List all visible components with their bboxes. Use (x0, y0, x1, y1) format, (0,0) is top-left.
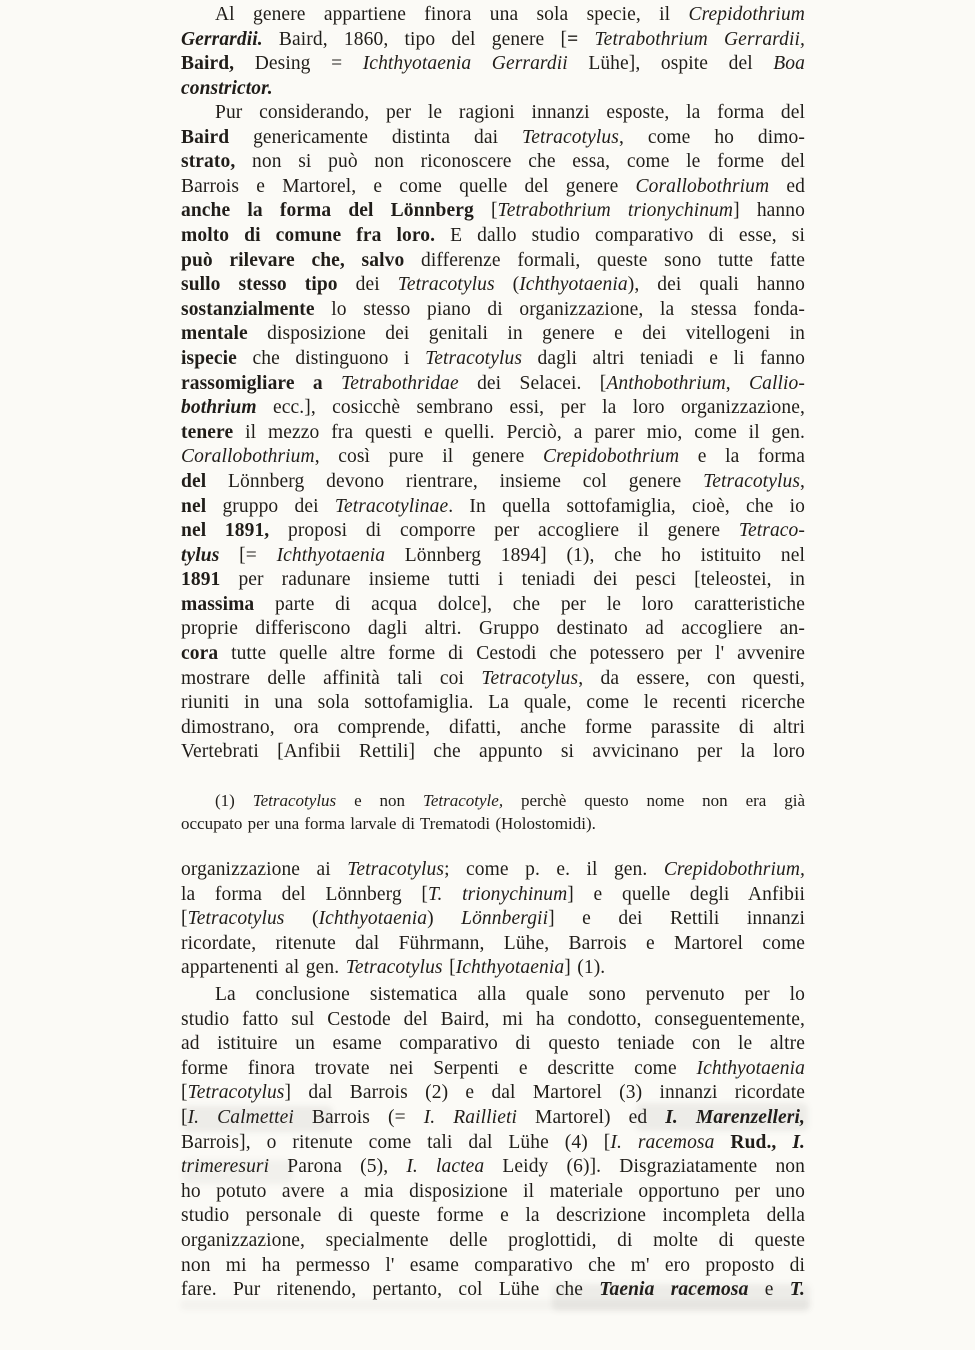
text-segment: strato, (181, 151, 236, 173)
text-segment: la forma del Lönnberg [ (181, 883, 428, 905)
text-line (181, 445, 805, 470)
text-segment: dagli altri teniadi e li fanno (522, 347, 805, 369)
scan-smudge (180, 1300, 810, 1310)
text-line (181, 812, 805, 835)
text-line (181, 1229, 805, 1254)
paragraph-4 (181, 983, 805, 1303)
text-segment: dei (337, 274, 398, 296)
text-segment: [ (181, 908, 188, 930)
text-segment: ] e quelle degli Anfibii (567, 883, 805, 905)
text-segment: T. (789, 1279, 805, 1301)
text-segment: fare. Pur ritenendo, pertanto, col Lühe che (181, 1279, 600, 1301)
text-segment: . In quella sottofamiglia, cioè, che io (448, 495, 805, 517)
text-segment: anche la forma del Lönnberg (181, 200, 491, 222)
text-segment: Lönnberg devono rientrare, insieme col genere (206, 470, 704, 492)
text-segment: Martorel) ed (517, 1106, 666, 1128)
text-segment: Crepidobothrium, (663, 859, 805, 880)
text-segment: mostrare delle affinità tali coi (181, 667, 482, 689)
scan-smudge (636, 1103, 808, 1131)
text-segment: parte di acqua dolce], che per le loro caratteristiche (254, 593, 805, 615)
text-segment: Gerrardii. (181, 28, 263, 50)
text-segment: I. Calmettei (187, 1106, 294, 1128)
text-line (181, 396, 805, 421)
text-segment: mentale (181, 323, 248, 345)
text-segment: Parona (5), (269, 1156, 407, 1178)
text-segment: Barrois], o ritenute come tali dal Lühe (4) [ (181, 1131, 611, 1153)
text-segment: Callio- (749, 372, 805, 394)
text-segment: Tetracotylus (252, 791, 337, 810)
text-segment: Lönnbergii (461, 908, 549, 930)
text-segment: , (725, 372, 750, 394)
text-segment: [= (219, 544, 277, 566)
text-segment: , (800, 470, 805, 492)
text-segment: nel 1891, (181, 520, 270, 542)
text-segment: 1891 (181, 569, 221, 591)
text-segment: per radunare insieme tutti i teniadi dei pesci [teleostei, in (220, 569, 805, 591)
text-segment: studio personale di queste forme e la descrizione incompleta della (181, 1205, 805, 1227)
text-segment: Tetracotylus (481, 667, 579, 689)
text-line (181, 199, 805, 224)
text-segment: Ichthyotaenia (519, 274, 628, 296)
text-segment: può rilevare che, salvo (181, 249, 405, 271)
text-segment: ed (769, 175, 805, 197)
text-segment: ho potuto avere a mia disposizione il materiale opportuno per uno (181, 1180, 805, 1202)
text-segment: Ichthyotaenia (276, 544, 386, 566)
text-segment: Taenia racemosa (599, 1279, 749, 1301)
text-line (181, 77, 805, 102)
text-line (181, 1131, 805, 1156)
text-segment: [ (181, 1106, 188, 1128)
text-segment: organizzazione, specialmente delle proglottidi, di molte di queste (181, 1229, 805, 1251)
text-segment: dei Selacei. [ (458, 372, 607, 394)
text-segment: I. (792, 1131, 805, 1153)
text-segment: [ (181, 1082, 188, 1104)
text-segment: Boa (773, 53, 805, 75)
text-segment: La conclusione sistematica alla quale sono pervenuto per lo (215, 984, 805, 1005)
text-line (181, 126, 805, 151)
text-segment: bothrium (181, 397, 257, 419)
text-line (181, 544, 805, 569)
text-segment: Tetracotyle, (422, 791, 504, 810)
text-segment: [ (442, 957, 456, 979)
text-segment: Tetracotylus (522, 126, 619, 148)
text-segment: disposizione dei genitali in genere e dei vitellogeni in (247, 323, 805, 345)
text-line (181, 3, 805, 28)
text-line (181, 1057, 805, 1082)
text-line (181, 1008, 805, 1033)
text-segment: Barrois e Martorel, e come quelle del genere (181, 175, 636, 197)
text-line (181, 789, 805, 812)
text-segment: e (748, 1279, 790, 1301)
text-segment: Ichthyotaenia (696, 1057, 805, 1079)
text-segment: Crepidobothrium (542, 446, 680, 468)
text-segment: , così pure il genere (314, 446, 543, 468)
text-line (181, 150, 805, 175)
text-segment: Vertebrati [Anfibii Rettili] che appunto si avvicinano per la loro (181, 741, 805, 763)
text-segment: Ichthyotaenia (455, 957, 565, 979)
text-segment: , da essere, con questi, (578, 667, 805, 689)
text-segment: non mi ha permesso l' esame comparativo che m' ero proposto di (181, 1254, 805, 1276)
text-segment: Ichthyotaenia (318, 908, 428, 930)
text-segment: tylus (181, 544, 220, 566)
text-segment: ad istituire un esame comparativo di questo teniade con le altre (181, 1033, 805, 1055)
text-segment: ] e dei Rettili innanzi (548, 908, 805, 930)
text-segment: che distinguono i (236, 347, 426, 369)
text-line (181, 322, 805, 347)
text-line (181, 175, 805, 200)
text-line (181, 617, 805, 642)
text-line (181, 1254, 805, 1279)
text-segment: [ (490, 200, 498, 222)
text-segment: cora (181, 643, 219, 665)
text-segment: Corallobothrium (181, 446, 315, 468)
text-segment: Barrois (= (293, 1106, 424, 1128)
text-line (181, 883, 805, 908)
text-segment: Anthobothrium (606, 372, 726, 394)
text-segment: ] dal Barrois (2) e dal Martorel (3) innanzi ricordate (284, 1082, 805, 1104)
text-line (181, 372, 805, 397)
scan-smudge (183, 1106, 333, 1132)
text-segment: forme finora trovate nei Serpenti e descritte come (181, 1057, 697, 1079)
text-segment: Tetrabothridae (341, 372, 459, 394)
text-segment: ; come p. e. il gen. (444, 859, 664, 880)
text-segment: sostanzialmente (181, 298, 315, 320)
text-line (181, 28, 805, 53)
text-segment: I. Raillieti (423, 1106, 517, 1128)
text-segment: il mezzo fra questi e quelli. Perciò, a parer mio, come il gen. (233, 421, 805, 443)
text-segment: tenere (181, 421, 234, 443)
text-segment: = (567, 28, 595, 50)
text-segment: ), dei quali hanno (627, 274, 806, 296)
text-segment: trimeresuri (181, 1156, 270, 1178)
text-segment: studio fatto sul Cestode del Baird, mi ha condotto, conseguentemente, (181, 1008, 805, 1030)
text-segment: Pur considerando, per le ragioni innanzi esposte, la forma del (215, 102, 805, 123)
text-line (181, 907, 805, 932)
text-segment: Baird, (181, 53, 235, 75)
text-line (181, 101, 805, 126)
text-segment: Desing = (234, 53, 363, 75)
text-segment: Lühe], ospite del (567, 53, 774, 75)
text-segment: Tetrabothrium Gerrardii, (594, 28, 805, 50)
text-line (181, 495, 805, 520)
text-segment: Al genere appartiene finora una sola specie, il (215, 4, 689, 25)
text-line (181, 568, 805, 593)
text-line (181, 667, 805, 692)
text-line (181, 470, 805, 495)
text-segment: ( (494, 274, 520, 296)
text-segment: rassomigliare a (181, 372, 342, 394)
text-segment: appartenenti al gen. (181, 957, 346, 979)
text-segment: I. Marenzelleri, (665, 1106, 805, 1128)
text-segment: tutte quelle altre forme di Cestodi che potessero per l' avvenire (218, 643, 805, 665)
text-segment: dimostrano, ora comprende, difatti, anche forme parassite di altri (181, 716, 805, 738)
text-segment: molto di comune fra loro. (181, 224, 436, 246)
text-line (181, 273, 805, 298)
text-line (181, 593, 805, 618)
text-segment: del (181, 470, 207, 492)
text-segment: Ichthyotaenia Gerrardii (362, 53, 568, 75)
text-segment: organizzazione ai (181, 859, 348, 880)
text-line (181, 249, 805, 274)
text-segment: constrictor. (181, 77, 273, 99)
text-segment: Tetracotylus (703, 470, 801, 492)
text-segment: differenze formali, queste sono tutte fatte (404, 249, 805, 271)
text-segment: perchè questo nome non era già (503, 791, 805, 810)
text-segment: Tetracotylinae (334, 495, 449, 517)
text-segment: E dallo studio comparativo di esse, si (435, 224, 806, 246)
text-segment: Lönnberg 1894] (1), che ho istituito nel (385, 544, 805, 566)
text-line (181, 642, 805, 667)
text-line (181, 740, 805, 765)
text-segment: e la forma (679, 446, 805, 468)
text-segment: ) (427, 908, 462, 930)
text-segment: Tetracotylus (187, 908, 285, 930)
text-segment: Tetracotylus (425, 347, 523, 369)
text-segment: Rud., (714, 1131, 793, 1153)
text-segment: ] hanno (733, 200, 805, 222)
text-segment: I. racemosa (610, 1131, 715, 1153)
text-segment: Baird, 1860, tipo del genere [ (262, 28, 568, 50)
text-segment: proposi di comporre per accogliere il genere (269, 520, 739, 542)
text-segment: Tetracotylus (345, 957, 443, 979)
text-segment: Tetrabothrium trionychinum (497, 200, 734, 222)
text-line (181, 519, 805, 544)
text-segment: proprie differiscono dagli altri. Gruppo destinato ad accogliere an- (181, 618, 805, 640)
text-segment: ecc.], cosicchè sembrano essi, per la loro organizzazione, (256, 397, 805, 419)
text-segment: riuniti in una sola sottofamiglia. La quale, come le recenti ricerche (181, 692, 805, 714)
text-line (181, 421, 805, 446)
paragraph-1 (181, 3, 805, 101)
text-segment: gruppo dei (206, 495, 335, 517)
paragraph-2 (181, 101, 805, 765)
text-segment: ispecie (181, 347, 237, 369)
text-segment: Tetracotylus (347, 859, 445, 880)
text-line (181, 298, 805, 323)
text-segment: Tetracotylus (397, 274, 495, 296)
text-segment: , come ho dimo- (618, 126, 805, 148)
text-segment: T. trionychinum (427, 883, 568, 905)
text-segment: Leidy (6)]. Disgraziatamente non (484, 1156, 806, 1178)
text-line (181, 1204, 805, 1229)
text-segment: ricordate, ritenute dal Führmann, Lühe, Barrois e Martorel come (181, 932, 805, 954)
footnote-1 (181, 789, 805, 835)
text-column (181, 0, 805, 1350)
text-segment: massima (181, 593, 255, 615)
text-segment: Corallobothrium (635, 175, 770, 197)
text-segment: e non (336, 791, 423, 810)
text-segment: occupato per una forma larvale di Trematodi (Holostomidi). (181, 814, 596, 833)
text-segment: Baird (181, 126, 230, 148)
text-segment: Crepidothrium (688, 4, 805, 25)
text-segment: lo stesso piano di organizzazione, la stessa fonda- (314, 298, 805, 320)
text-segment: ] (1). (564, 957, 606, 979)
text-line (181, 956, 805, 981)
text-line (181, 716, 805, 741)
paragraph-3 (181, 858, 805, 981)
text-line (181, 691, 805, 716)
text-segment: ( (284, 908, 319, 930)
text-line (181, 932, 805, 957)
text-line (181, 983, 805, 1008)
text-line (181, 52, 805, 77)
text-segment: sullo stesso tipo (181, 274, 338, 296)
text-line (181, 347, 805, 372)
text-segment: non si può non riconoscere che essa, come le forme del (235, 151, 805, 173)
text-line (181, 858, 805, 883)
text-segment: Tetracotylus (187, 1082, 285, 1104)
text-segment: nel (181, 495, 207, 517)
text-segment: genericamente distinta dai (229, 126, 523, 148)
text-segment: Tetraco- (738, 520, 805, 542)
scan-smudge (183, 1160, 293, 1184)
text-segment: I. lactea (406, 1156, 485, 1178)
text-segment: (1) (215, 791, 253, 810)
text-line (181, 1032, 805, 1057)
text-line (181, 224, 805, 249)
